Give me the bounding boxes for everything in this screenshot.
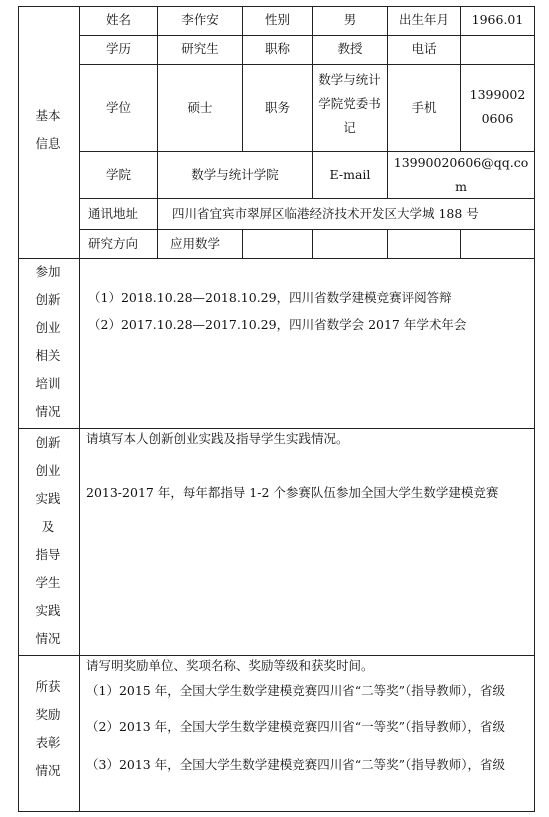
birth-value: 1966.01 (471, 12, 524, 27)
gender-value: 男 (343, 12, 357, 27)
section-divider (18, 655, 535, 656)
college-value: 数学与统计学院 (191, 167, 279, 182)
email-label: E-mail (329, 167, 371, 182)
education-value: 研究生 (181, 41, 219, 56)
name-value: 李作安 (181, 12, 219, 27)
name-label: 姓名 (105, 12, 131, 27)
col-divider (312, 229, 313, 258)
award-item: （3）2013 年，全国大学生数学建模竞赛四川省“二等奖”（指导教师），省级 (86, 757, 506, 772)
awards-instruction: 请写明奖励单位、奖项名称、奖励等级和获奖时间。 (86, 658, 374, 673)
mobile-value: 13990020606 (469, 87, 526, 126)
section-label-awards: 所获 奖励 表彰 情况 (35, 679, 61, 778)
email-value: 13990020606@qq.com (393, 155, 529, 194)
section-divider (18, 258, 535, 259)
label-column-divider (79, 6, 80, 812)
practice-content: 2013-2017 年，每年都指导 1-2 个参赛队伍参加全国大学生数学建模竞赛 (86, 485, 499, 500)
position-label: 职务 (264, 100, 290, 115)
phone-label: 电话 (411, 41, 437, 56)
border-right (534, 6, 535, 812)
birth-label: 出生年月 (398, 12, 449, 27)
mobile-label: 手机 (411, 100, 437, 115)
border-left (18, 6, 19, 812)
training-item: （2）2017.10.28—2017.10.29，四川省数学会 2017 年学术年会 (88, 317, 467, 332)
degree-value: 硕士 (187, 100, 213, 115)
research-label: 研究方向 (88, 236, 139, 251)
degree-label: 学位 (105, 100, 131, 115)
border-bottom (18, 811, 535, 812)
title-label: 职称 (264, 41, 290, 56)
position-value: 数学与统计学院党委书记 (318, 72, 381, 135)
gender-label: 性别 (264, 12, 290, 27)
section-divider (18, 428, 535, 429)
address-value: 四川省宜宾市翠屏区临港经济技术开发区大学城 188 号 (172, 206, 479, 221)
research-value: 应用数学 (170, 236, 221, 251)
section-label-training: 参加 创新 创业 相关 培训 情况 (35, 264, 61, 419)
row-divider (79, 229, 535, 230)
col-divider (387, 229, 388, 258)
section-label-basic-info: 基本 信息 (35, 108, 61, 151)
education-label: 学历 (105, 41, 131, 56)
training-item: （1）2018.10.28—2018.10.29，四川省数学建模竞赛评阅答辩 (88, 290, 452, 305)
section-label-practice: 创新 创业 实践 及 指导 学生 实践 情况 (35, 435, 61, 646)
col-divider (242, 6, 243, 151)
award-item: （1）2015 年，全国大学生数学建模竞赛四川省“二等奖”（指导教师），省级 (86, 683, 506, 698)
col-divider (242, 229, 243, 258)
title-value: 教授 (337, 41, 363, 56)
row-divider (79, 64, 535, 65)
col-divider (460, 6, 461, 151)
address-label: 通讯地址 (88, 206, 139, 221)
college-label: 学院 (105, 167, 131, 182)
award-item: （2）2013 年，全国大学生数学建模竞赛四川省“一等奖”（指导教师），省级 (86, 719, 506, 734)
border-top (18, 6, 535, 7)
row-divider (79, 35, 535, 36)
practice-instruction: 请填写本人创新创业实践及指导学生实践情况。 (86, 431, 349, 446)
col-divider (460, 229, 461, 258)
